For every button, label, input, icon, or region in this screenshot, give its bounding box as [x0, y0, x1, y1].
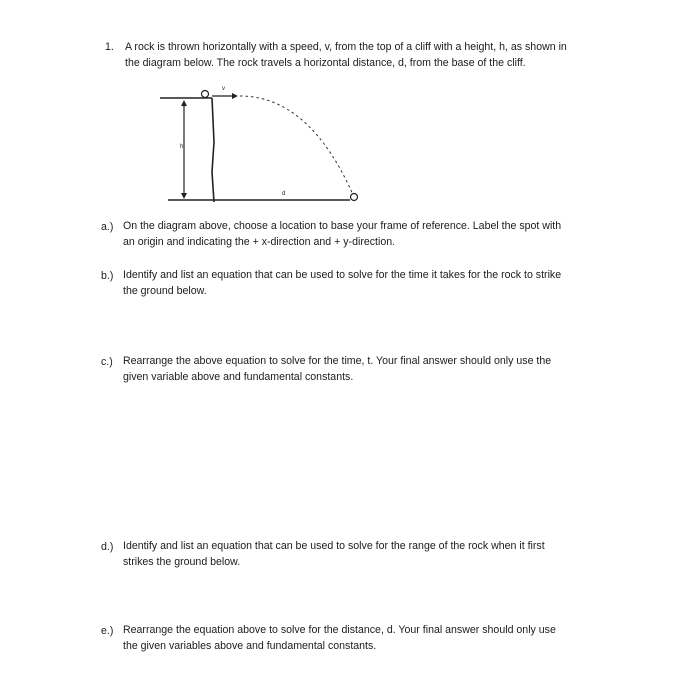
part-b-label: b.) — [101, 270, 114, 282]
cliff-diagram — [150, 82, 380, 207]
question-line: A rock is thrown horizontally with a speed, v, from the top of a cliff with a height, h, as shown in — [125, 41, 567, 53]
rock-landing — [351, 194, 358, 201]
part-line: given variable above and fundamental constants. — [123, 370, 354, 383]
part-line: Rearrange the equation above to solve for the distance, d. Your final answer should only use — [123, 624, 556, 636]
cliff-face — [212, 98, 214, 202]
part-e-text — [123, 623, 556, 654]
question-line: the diagram below. The rock travels a horizontal distance, d, from the base of the cliff. — [125, 57, 526, 69]
part-line: Identify and list an equation that can be used to solve for the range of the rock when it first — [123, 540, 545, 552]
height-arrowhead-bottom — [181, 193, 187, 199]
part-e-label: e.) — [101, 625, 114, 637]
height-arrowhead-top — [181, 100, 187, 106]
question-text — [125, 39, 567, 71]
part-line: the given variables above and fundamental constants. — [123, 639, 377, 652]
part-line: strikes the ground below. — [123, 555, 241, 568]
trajectory-path — [240, 96, 354, 197]
part-line: an origin and indicating the + x-direction and + y-direction. — [123, 235, 396, 248]
part-line: Rearrange the above equation to solve for the time, t. Your final answer should only use the — [123, 355, 552, 367]
part-line: Identify and list an equation that can be used to solve for the time it takes for the rock to strike — [123, 269, 562, 281]
part-a-text — [123, 219, 561, 250]
part-d-text — [123, 539, 545, 570]
part-c-text — [123, 354, 551, 385]
height-label: h — [180, 144, 184, 150]
part-d-label: d.) — [101, 541, 114, 553]
distance-label: d — [282, 191, 286, 197]
velocity-arrowhead — [232, 93, 238, 99]
part-line: On the diagram above, choose a location to base your frame of reference. Label the spot with — [123, 220, 562, 232]
part-c-label: c.) — [101, 356, 113, 368]
rock-start — [202, 91, 209, 98]
question-number: 1. — [105, 41, 114, 53]
velocity-label: v — [222, 86, 225, 92]
part-a-label: a.) — [101, 221, 114, 233]
part-line: the ground below. — [123, 284, 207, 297]
part-b-text — [123, 268, 561, 299]
